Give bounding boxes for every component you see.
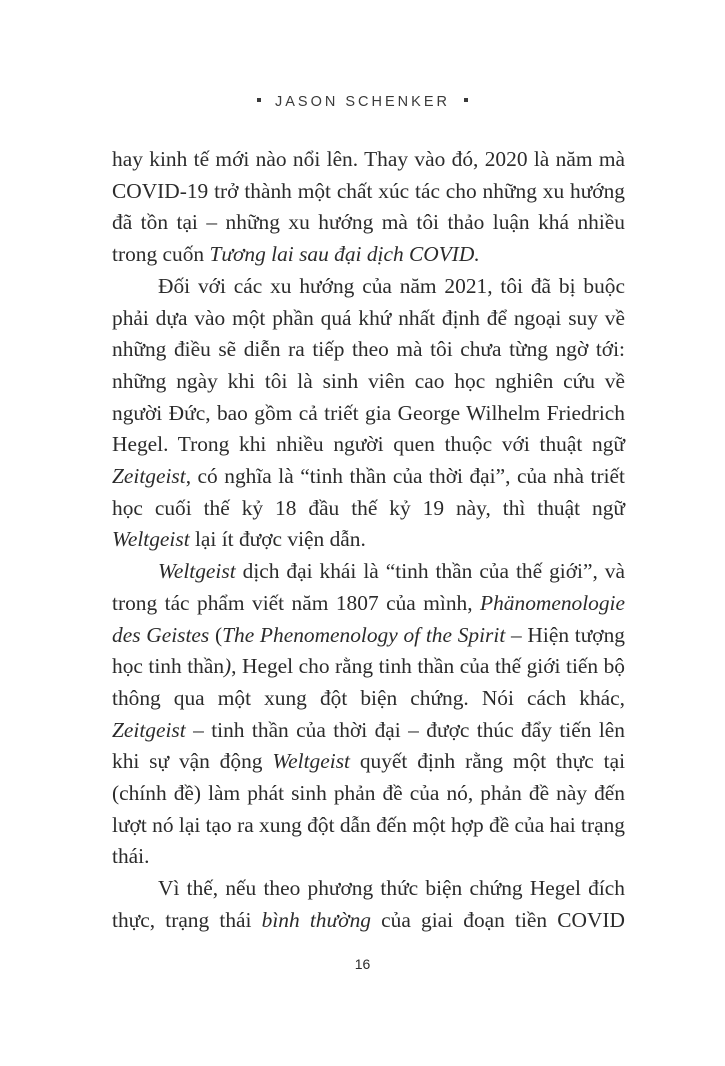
- italic-paren: ): [224, 654, 232, 679]
- italic-title: The Phenomenology of the Spirit: [222, 622, 506, 647]
- running-header: [0, 92, 725, 112]
- italic-term: Weltgeist: [272, 749, 350, 774]
- left-bullet-icon: [257, 98, 261, 102]
- text-segment: lại ít được viện dẫn.: [189, 527, 366, 552]
- text-segment: hay kinh tế mới nào nổi lên. Thay vào đó, 2020 là năm mà COVID-19 trở thành một chất xúc tác cho những xu hướng đã tồn tại – những xu hướng mà tôi thảo luận khá nhiều trong cuốn: [112, 147, 625, 267]
- right-bullet-icon: [464, 98, 468, 102]
- paragraph-3: [112, 556, 625, 873]
- text-segment: của giai đoạn tiền COVID: [370, 907, 625, 932]
- italic-term: Zeitgeist: [112, 717, 186, 742]
- paragraph-2: [112, 271, 625, 556]
- text-segment: dịch đại khái là “tinh thần của thế giới”, và trong tác phẩm viết năm 1807 của mình,: [112, 559, 625, 615]
- text-segment: quyết định rằng một thực tại (chính đề) làm phát sinh phản đề của nó, phản đề này đến lượt nó lại tạo ra xung đột dẫn đến một hợp đề của hai trạng thái.: [112, 749, 626, 869]
- text-segment: , có nghĩa là “tinh thần của thời đại”, của nhà triết học cuối thế kỷ 18 đầu thế kỷ 19 này, thì thuật ngữ: [112, 464, 625, 520]
- italic-title: Phänomenologie des Geistes: [112, 590, 625, 647]
- paragraph-4: [112, 873, 625, 936]
- page-number: 16: [354, 956, 371, 972]
- text-segment: , Hegel cho rằng tinh thần của thế giới tiến bộ thông qua một xung đột biện chứng. Nói cách khác,: [112, 654, 626, 710]
- italic-term: bình thường: [261, 907, 371, 932]
- book-title: Tương lai sau đại dịch COVID.: [209, 242, 480, 267]
- text-segment: (: [209, 622, 223, 647]
- text-segment: – Hiện tượng học tinh thần: [112, 622, 625, 679]
- paragraph-1: [112, 144, 625, 271]
- body-text: [112, 144, 625, 937]
- italic-term: Weltgeist: [112, 527, 190, 552]
- author-name: JASON SCHENKER: [275, 94, 450, 110]
- text-segment: – tinh thần của thời đại – được thúc đẩy tiến lên khi sự vận động: [112, 717, 625, 774]
- text-segment: Vì thế, nếu theo phương thức biện chứng Hegel đích thực, trạng thái: [112, 876, 625, 932]
- italic-term: Weltgeist: [158, 559, 236, 584]
- italic-term: Zeitgeist: [112, 464, 186, 489]
- text-segment: Đối với các xu hướng của năm 2021, tôi đã bị buộc phải dựa vào một phần quá khứ nhất định để ngoại suy về những điều sẽ diễn ra tiếp theo mà tôi chưa từng ngờ tới: những ngày khi tôi là sinh viên cao học nghiên cứu về người Đức, bao gồm cả triết gia George Wilhelm Friedrich Hegel. Trong khi nhiều người quen thuộc với thuật ngữ: [112, 273, 625, 457]
